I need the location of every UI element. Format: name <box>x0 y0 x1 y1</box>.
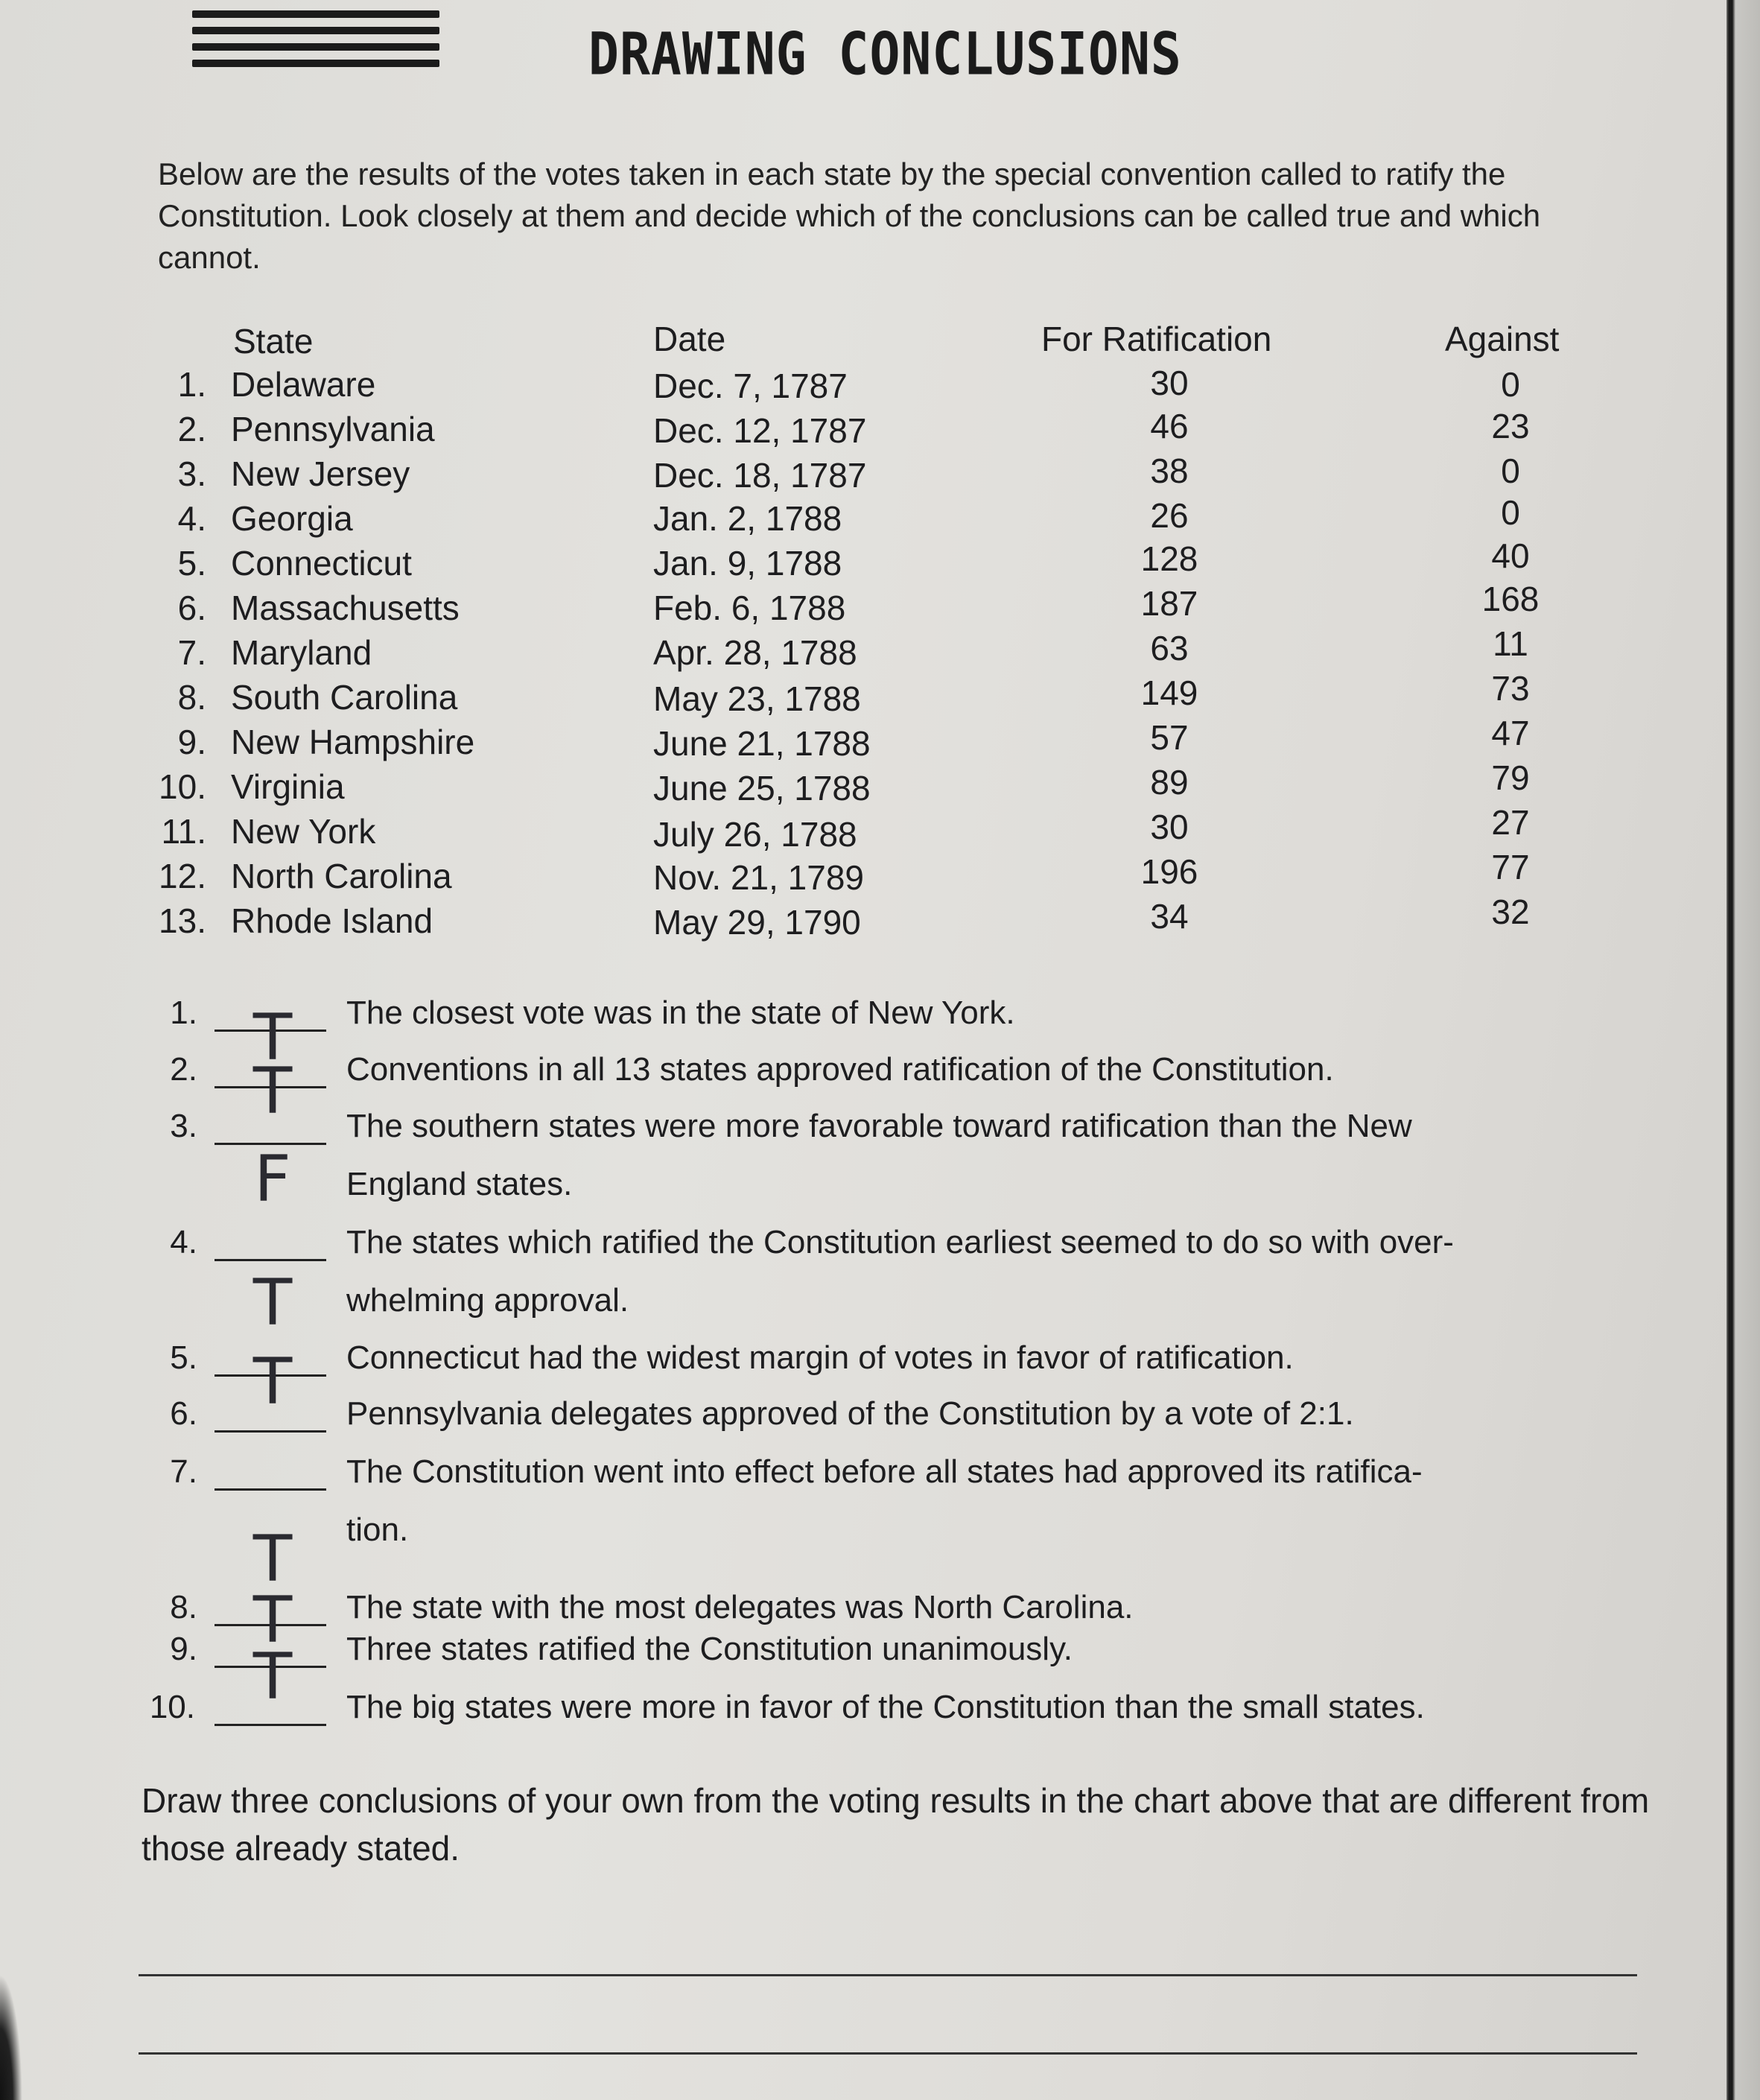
question-number: 10. <box>149 1689 195 1725</box>
votes-for: 128 <box>1140 539 1198 578</box>
votes-against: 23 <box>1491 407 1530 445</box>
votes-against: 11 <box>1493 624 1528 663</box>
own-conclusions-prompt: Draw three conclusions of your own from the voting results in the chart above that are different from those already stated. <box>142 1781 1650 1868</box>
header-for-ratification: For Ratification <box>1041 320 1272 358</box>
state-name: Maryland <box>231 633 372 672</box>
ratification-date: June 25, 1788 <box>653 769 871 808</box>
question-number: 3. <box>170 1108 197 1144</box>
row-number: 1. <box>177 365 206 404</box>
header-against: Against <box>1445 320 1560 358</box>
question-text: Conventions in all 13 states approved ratification of the Constitution. <box>346 1051 1334 1088</box>
handwritten-answer: F <box>254 1142 291 1216</box>
question-text: England states. <box>346 1166 573 1202</box>
row-number: 7. <box>177 633 206 672</box>
ratification-date: July 26, 1788 <box>653 815 857 854</box>
answer-blank[interactable] <box>215 1724 326 1726</box>
votes-for: 187 <box>1140 584 1198 623</box>
question-number: 4. <box>170 1224 197 1260</box>
votes-for: 34 <box>1150 897 1189 936</box>
state-name: Pennsylvania <box>231 410 435 448</box>
ratification-date: May 29, 1790 <box>653 903 861 942</box>
handwritten-answer: T <box>252 1054 293 1129</box>
state-name: New York <box>231 812 376 851</box>
state-name: Rhode Island <box>231 901 433 940</box>
page-title: DRAWING CONCLUSIONS <box>588 21 1182 89</box>
question-number: 5. <box>170 1339 197 1376</box>
question-text: The big states were more in favor of the Constitution than the small states. <box>346 1689 1425 1725</box>
row-number: 6. <box>177 589 206 627</box>
votes-for: 38 <box>1150 451 1189 490</box>
ratification-date: Dec. 12, 1787 <box>653 411 867 450</box>
state-name: Virginia <box>231 767 345 806</box>
state-name: South Carolina <box>231 678 458 717</box>
votes-against: 77 <box>1491 848 1530 886</box>
question-text: The Constitution went into effect before all states had approved its ratifica- <box>346 1453 1423 1490</box>
votes-for: 89 <box>1150 763 1189 802</box>
row-number: 11. <box>161 812 206 851</box>
votes-for: 63 <box>1150 629 1189 667</box>
ratification-date: Jan. 2, 1788 <box>653 499 842 538</box>
ratification-date: Feb. 6, 1788 <box>653 589 846 627</box>
row-number: 3. <box>177 454 206 493</box>
question-text: whelming approval. <box>346 1282 629 1319</box>
ratification-date: Nov. 21, 1789 <box>653 858 865 897</box>
ratification-date: Jan. 9, 1788 <box>653 544 842 583</box>
row-number: 2. <box>177 410 206 448</box>
row-number: 13. <box>159 901 206 940</box>
question-number: 7. <box>170 1453 197 1490</box>
question-text: Connecticut had the widest margin of votes in favor of ratification. <box>346 1339 1294 1376</box>
state-name: Massachusetts <box>231 589 460 627</box>
votes-against: 0 <box>1501 451 1520 490</box>
page-corner-shadow <box>0 1974 22 2100</box>
intro-paragraph: Below are the results of the votes taken in each state by the special convention called to ratify the Constitution. Look closely at them and decide which of the conclusions can be called true and which cannot. <box>158 156 1541 275</box>
question-number: 2. <box>170 1051 197 1088</box>
answer-line-1[interactable] <box>139 1974 1637 1976</box>
state-name: Delaware <box>231 365 376 404</box>
answer-blank[interactable] <box>215 1259 326 1261</box>
question-text: The southern states were more favorable toward ratification than the New <box>346 1108 1412 1144</box>
row-number: 12. <box>159 857 206 895</box>
question-number: 9. <box>170 1631 197 1667</box>
ratification-date: May 23, 1788 <box>653 679 861 718</box>
row-number: 4. <box>177 499 206 538</box>
ratification-date: Dec. 18, 1787 <box>653 456 867 495</box>
handwritten-answer: T <box>252 1345 293 1419</box>
question-text: Pennsylvania delegates approved of the Constitution by a vote of 2:1. <box>346 1395 1354 1432</box>
row-number: 8. <box>177 678 206 717</box>
votes-against: 79 <box>1491 758 1530 797</box>
votes-against: 168 <box>1481 580 1540 618</box>
header-state: State <box>233 322 314 361</box>
votes-for: 26 <box>1150 496 1189 535</box>
ratification-date: Apr. 28, 1788 <box>653 633 857 672</box>
page-edge-border <box>1726 0 1760 2100</box>
handwritten-answer: T <box>252 1522 293 1596</box>
handwritten-answer: T <box>252 1000 293 1075</box>
state-name: Connecticut <box>231 544 412 583</box>
votes-for: 196 <box>1140 852 1198 891</box>
question-text: The closest vote was in the state of New York. <box>346 995 1015 1031</box>
answer-blank[interactable] <box>215 1488 326 1491</box>
votes-for: 46 <box>1150 407 1189 445</box>
question-text: tion. <box>346 1511 409 1548</box>
votes-against: 47 <box>1491 714 1530 752</box>
row-number: 10. <box>159 767 206 806</box>
title-rule-bars <box>192 10 439 76</box>
question-number: 6. <box>170 1395 197 1432</box>
question-number: 8. <box>170 1589 197 1625</box>
header-date: Date <box>653 320 726 358</box>
state-name: New Jersey <box>231 454 410 493</box>
votes-against: 0 <box>1501 365 1520 404</box>
state-name: Georgia <box>231 499 353 538</box>
votes-against: 32 <box>1491 892 1530 931</box>
row-number: 9. <box>177 723 206 761</box>
answer-blank[interactable] <box>215 1430 326 1433</box>
votes-for: 149 <box>1140 673 1198 712</box>
question-text: The states which ratified the Constitution earliest seemed to do so with over- <box>346 1224 1454 1260</box>
votes-for: 57 <box>1150 718 1189 757</box>
votes-for: 30 <box>1150 808 1189 846</box>
answer-line-2[interactable] <box>139 2052 1637 2055</box>
ratification-date: June 21, 1788 <box>653 724 871 763</box>
state-name: North Carolina <box>231 857 452 895</box>
ratification-date: Dec. 7, 1787 <box>653 367 848 405</box>
question-text: Three states ratified the Constitution unanimously. <box>346 1631 1073 1667</box>
state-name: New Hampshire <box>231 723 475 761</box>
row-number: 5. <box>177 544 206 583</box>
votes-against: 0 <box>1501 493 1520 532</box>
question-text: The state with the most delegates was North Carolina. <box>346 1589 1134 1625</box>
handwritten-answer: T <box>252 1583 293 1658</box>
handwritten-answer: T <box>252 1266 293 1340</box>
votes-for: 30 <box>1150 364 1189 402</box>
handwritten-answer: T <box>252 1640 293 1714</box>
votes-against: 73 <box>1491 669 1530 708</box>
votes-against: 40 <box>1491 536 1530 575</box>
question-number: 1. <box>170 995 197 1031</box>
votes-against: 27 <box>1491 803 1530 842</box>
